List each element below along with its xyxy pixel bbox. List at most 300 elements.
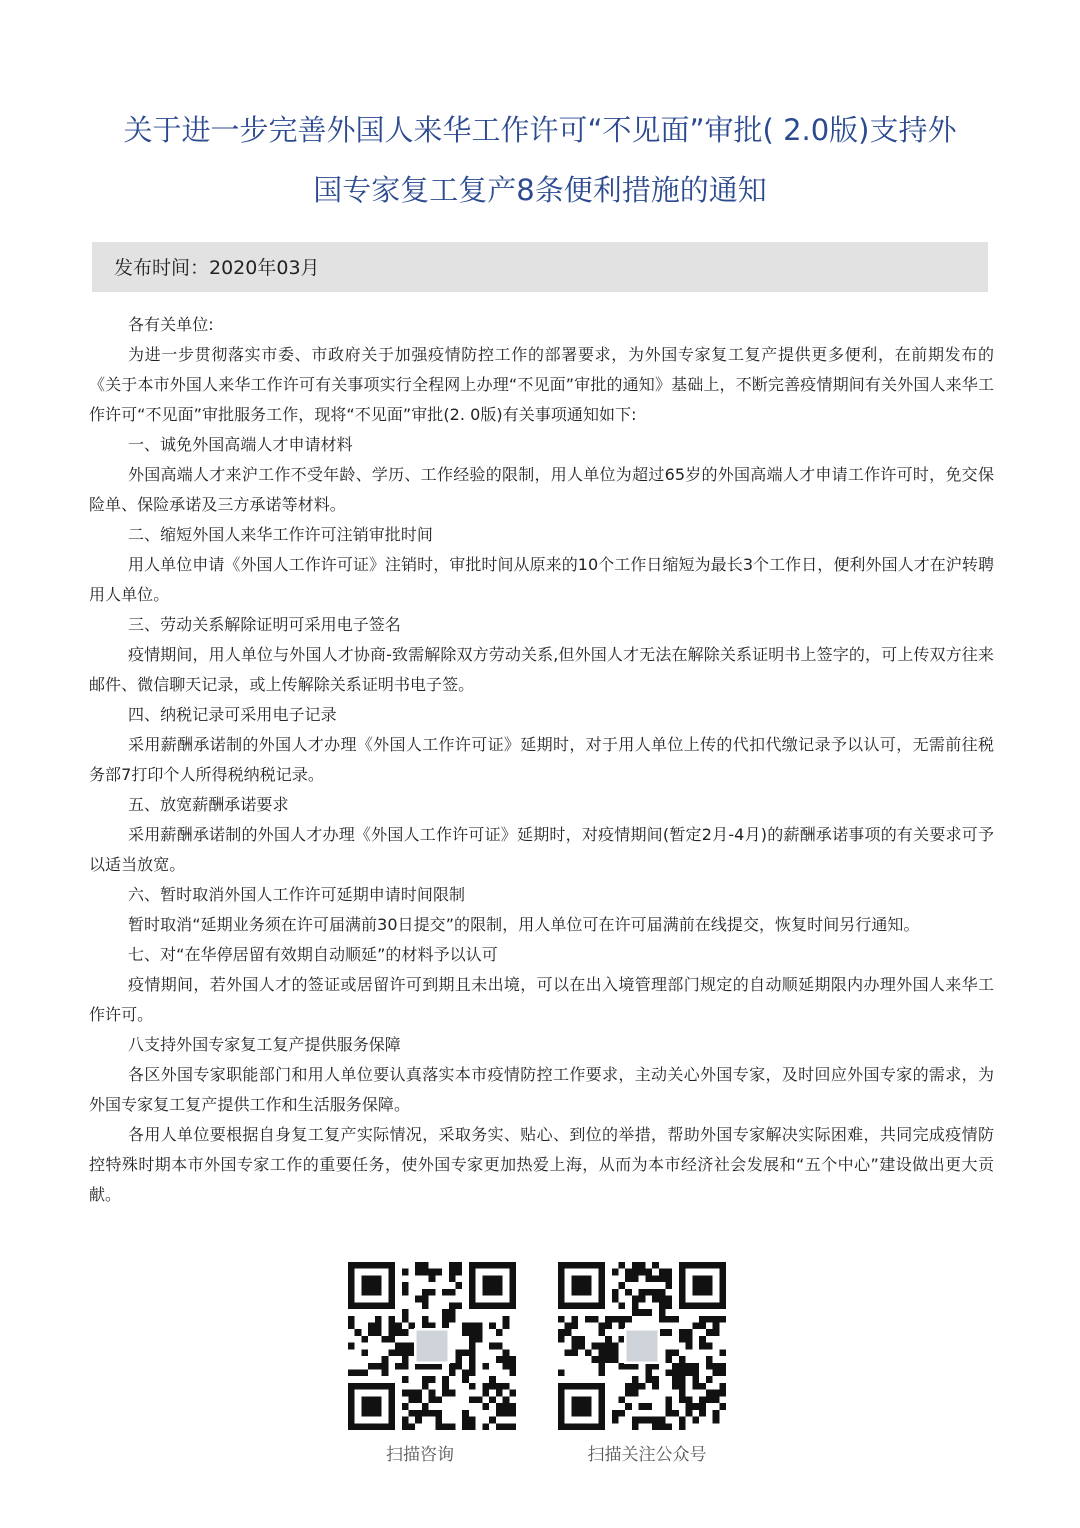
qr-module [666,1282,673,1289]
qr-module [429,1390,436,1397]
qr-module [672,1349,679,1356]
qr-module [496,1329,503,1336]
qr-module [509,1356,516,1363]
qr-module [713,1322,720,1329]
qr-module [348,1370,355,1377]
qr-finder [361,1275,381,1295]
qr-module [645,1275,652,1282]
section-text-5: 采用薪酬承诺制的外国人才办理《外国人工作许可证》延期时，对疫情期间(暂定2月-4月)的薪酬承诺事项的有关要求可予以适当放宽。 [89,825,994,874]
qr-module [645,1417,652,1424]
qr-module [509,1403,516,1410]
qr-module [625,1383,632,1390]
qr-module [672,1370,679,1377]
qr-module [442,1309,449,1316]
qr-module [659,1289,666,1296]
qr-module [706,1316,713,1323]
qr-module [415,1410,422,1417]
qr-module [449,1289,456,1296]
qr-module [659,1275,666,1282]
qr-module [355,1370,362,1377]
qr-module [395,1329,402,1336]
qr-module [496,1390,503,1397]
qr-module [625,1390,632,1397]
qr-module [489,1343,496,1350]
qr-module [456,1349,463,1356]
qr-module [571,1316,578,1323]
qr-module [503,1349,510,1356]
qr-module [368,1329,375,1336]
qr-module [585,1349,592,1356]
qr-code-icon [558,1262,726,1430]
qr-module [632,1417,639,1424]
qr-module [422,1410,429,1417]
qr-module [449,1423,456,1430]
qr-module [442,1423,449,1430]
qr-module [692,1322,699,1329]
section-text-8: 各区外国专家职能部门和用人单位要认真落实本市疫情防控工作要求，主动关心外国专家，及时回应外国专家的需求，为外国专家复工复产提供工作和生活服务保障。 [89,1065,994,1114]
qr-module [645,1269,652,1276]
qr-module [496,1383,503,1390]
qr-module [652,1383,659,1390]
qr-module [429,1289,436,1296]
qr-module [632,1309,639,1316]
section-heading-1: 一、诚免外国高端人才申请材料 [128,435,353,454]
qr-module [429,1269,436,1276]
qr-module [408,1390,415,1397]
qr-module [375,1316,382,1323]
qr-module [422,1376,429,1383]
qr-module [612,1349,619,1356]
qr-module [612,1289,619,1296]
qr-module [435,1269,442,1276]
qr-module [402,1363,409,1370]
qr-module [692,1417,699,1424]
qr-module [706,1329,713,1336]
qr-module [462,1329,469,1336]
qr-module [652,1423,659,1430]
qr-module [632,1383,639,1390]
qr-label-consult: 扫描咨询 [386,1445,454,1465]
title-line-1: 关于进一步完善外国人来华工作许可“不见面”审批( 2.0版)支持外 [123,113,957,147]
qr-module [388,1349,395,1356]
qr-module [666,1356,673,1363]
qr-module [659,1309,666,1316]
qr-module [382,1336,389,1343]
qr-module [666,1296,673,1303]
qr-module [598,1370,605,1377]
page-title [60,100,1020,220]
qr-module [422,1262,429,1269]
qr-module [679,1376,686,1383]
qr-module [469,1356,476,1363]
qr-module [348,1316,355,1323]
qr-module [598,1343,605,1350]
qr-code-icon [348,1262,516,1430]
qr-module [639,1289,646,1296]
qr-module [639,1296,646,1303]
publish-date: 发布时间：2020年03月 [92,242,988,292]
qr-module [402,1309,409,1316]
qr-module [571,1343,578,1350]
qr-module [503,1322,510,1329]
qr-module [348,1322,355,1329]
section-text-6: 暂时取消“延期业务须在许可届满前30日提交”的限制，用人单位可在许可届满前在线提交，恢复时间另行通知。 [128,915,920,934]
qr-module [666,1316,673,1323]
qr-module [415,1396,422,1403]
qr-module [578,1343,585,1350]
section-text-2: 用人单位申请《外国人工作许可证》注销时，审批时间从原来的10个工作日缩短为最长3个工作日，便利外国人才在沪转聘用人单位。 [89,555,994,604]
qr-module [422,1403,429,1410]
qr-module [388,1322,395,1329]
qr-module [692,1376,699,1383]
qr-module [598,1356,605,1363]
qr-module [509,1363,516,1370]
intro-paragraph: 为进一步贯彻落实市委、市政府关于加强疫情防控工作的部署要求，为外国专家复工复产提供更多便利，在前期发布的《关于本市外国人来华工作许可有关事项实行全程网上办理“不见面”审批的通知》基础上，不断完善疫情期间有关外国人来华工作许可“不见面”审批服务工作，现将“不见面”审批(2. 0版)有关事项通知如下: [89,345,994,424]
qr-module [449,1309,456,1316]
qr-module [713,1370,720,1377]
qr-module [382,1363,389,1370]
section-heading-2: 二、缩短外国人来华工作许可注销审批时间 [128,525,433,544]
qr-module [686,1336,693,1343]
qr-module [686,1329,693,1336]
qr-module [456,1363,463,1370]
qr-module [719,1370,726,1377]
qr-module [496,1423,503,1430]
qr-module [692,1370,699,1377]
qr-module [469,1329,476,1336]
qr-module [672,1383,679,1390]
section-heading-4: 四、纳税记录可采用电子记录 [128,705,337,724]
qr-module [699,1410,706,1417]
qr-module [408,1423,415,1430]
qr-module [625,1289,632,1296]
qr-module [713,1417,720,1424]
qr-module [639,1309,646,1316]
qr-module [429,1275,436,1282]
qr-module [612,1269,619,1276]
section-text-7: 疫情期间，若外国人才的签证或居留许可到期且未出境，可以在出入境管理部门规定的自动顺延期限内办理外国人来华工作许可。 [89,975,994,1024]
qr-module [402,1269,409,1276]
qr-module [361,1336,368,1343]
qr-module [592,1316,599,1323]
qr-module [476,1336,483,1343]
qr-module [632,1376,639,1383]
qr-finder [361,1396,381,1416]
qr-module [706,1363,713,1370]
qr-module [489,1383,496,1390]
qr-module [415,1390,422,1397]
qr-module [625,1275,632,1282]
qr-module [462,1322,469,1329]
qr-module [456,1269,463,1276]
qr-module [666,1275,673,1282]
qr-module [489,1396,496,1403]
qr-module [652,1262,659,1269]
qr-module [415,1269,422,1276]
qr-module [469,1322,476,1329]
qr-module [509,1423,516,1430]
qr-module [598,1363,605,1370]
qr-module [719,1390,726,1397]
qr-module [395,1343,402,1350]
qr-module [509,1370,516,1377]
qr-module [679,1356,686,1363]
qr-module [462,1417,469,1424]
qr-module [449,1262,456,1269]
qr-module [503,1316,510,1323]
qr-module [415,1262,422,1269]
qr-module [592,1343,599,1350]
qr-module [625,1269,632,1276]
qr-module [618,1410,625,1417]
qr-module [679,1363,686,1370]
qr-module [666,1410,673,1417]
qr-module [672,1316,679,1323]
qr-module [503,1396,510,1403]
qr-module [503,1410,510,1417]
qr-module [692,1383,699,1390]
qr-module [402,1316,409,1323]
qr-module [449,1316,456,1323]
qr-module [706,1396,713,1403]
qr-module [462,1410,469,1417]
qr-module [402,1349,409,1356]
qr-module [565,1329,572,1336]
qr-code-consult [348,1262,516,1430]
qr-module [422,1296,429,1303]
qr-module [612,1316,619,1323]
qr-module [571,1336,578,1343]
qr-label-follow: 扫描关注公众号 [587,1445,707,1465]
qr-module [719,1349,726,1356]
qr-module [639,1262,646,1269]
qr-module [699,1383,706,1390]
qr-module [449,1269,456,1276]
qr-module [348,1343,355,1350]
qr-module [456,1356,463,1363]
qr-module [476,1329,483,1336]
qr-module [442,1316,449,1323]
qr-module [368,1322,375,1329]
title-line-2: 国专家复工复产8条便利措施的通知 [313,173,767,207]
qr-module [571,1349,578,1356]
qr-module [415,1417,422,1424]
qr-module [482,1390,489,1397]
qr-module [679,1370,686,1377]
qr-module [462,1423,469,1430]
qr-module [503,1403,510,1410]
qr-module [429,1410,436,1417]
qr-module [368,1363,375,1370]
qr-module [435,1423,442,1430]
qr-module [482,1403,489,1410]
qr-module [679,1423,686,1430]
qr-module [719,1383,726,1390]
qr-module [645,1376,652,1383]
qr-module [618,1262,625,1269]
salutation: 各有关单位: [128,315,214,334]
qr-module [469,1343,476,1350]
qr-module [692,1363,699,1370]
qr-module [558,1316,565,1323]
qr-module [565,1322,572,1329]
qr-module [632,1269,639,1276]
qr-module [496,1356,503,1363]
qr-module [686,1410,693,1417]
qr-module [645,1370,652,1377]
qr-module [355,1329,362,1336]
qr-module [503,1363,510,1370]
qr-module [612,1410,619,1417]
qr-module [645,1403,652,1410]
qr-module [422,1316,429,1323]
qr-module [382,1370,389,1377]
qr-module [578,1336,585,1343]
qr-module [422,1269,429,1276]
qr-module [382,1356,389,1363]
qr-module [449,1370,456,1377]
qr-module [469,1363,476,1370]
qr-module [422,1383,429,1390]
qr-module [435,1396,442,1403]
qr-module [462,1370,469,1377]
qr-module [462,1376,469,1383]
qr-module [469,1396,476,1403]
qr-module [632,1390,639,1397]
qr-module [388,1316,395,1323]
qr-module [719,1363,726,1370]
qr-module [408,1396,415,1403]
qr-module [456,1262,463,1269]
qr-module [558,1370,565,1377]
qr-module [503,1383,510,1390]
qr-module [618,1302,625,1309]
qr-module [713,1316,720,1323]
qr-module [672,1410,679,1417]
qr-module [598,1349,605,1356]
qr-module [388,1329,395,1336]
qr-module [422,1302,429,1309]
qr-finder [571,1396,591,1416]
qr-module [679,1383,686,1390]
qr-module [639,1417,646,1424]
qr-module [408,1410,415,1417]
qr-module [699,1396,706,1403]
qr-module [558,1329,565,1336]
qr-module [686,1403,693,1410]
qr-module [503,1423,510,1430]
qr-module [618,1396,625,1403]
qr-module [713,1363,720,1370]
qr-module [496,1410,503,1417]
qr-module [625,1316,632,1323]
qr-module [449,1275,456,1282]
qr-module [571,1322,578,1329]
qr-module [686,1363,693,1370]
qr-module [429,1376,436,1383]
qr-module [666,1403,673,1410]
qr-module [361,1370,368,1377]
qr-module [449,1302,456,1309]
qr-module [713,1396,720,1403]
qr-module [679,1396,686,1403]
qr-module [699,1403,706,1410]
qr-module [686,1343,693,1350]
qr-module [402,1289,409,1296]
section-text-4: 采用薪酬承诺制的外国人才办理《外国人工作许可证》延期时，对于用人单位上传的代扣代缴记录予以认可，无需前往税务部7打印个人所得税纳税记录。 [89,735,994,784]
qr-module [509,1410,516,1417]
qr-module [706,1390,713,1397]
qr-module [645,1289,652,1296]
qr-module [456,1302,463,1309]
qr-module [645,1309,652,1316]
qr-module [375,1322,382,1329]
qr-module [402,1329,409,1336]
qr-module [402,1356,409,1363]
qr-module [632,1296,639,1303]
qr-module [605,1336,612,1343]
qr-center-logo [415,1329,449,1363]
qr-module [402,1343,409,1350]
qr-module [666,1329,673,1336]
section-heading-7: 七、对“在华停居留有效期自动顺延”的材料予以认可 [128,945,498,964]
qr-module [469,1336,476,1343]
qr-module [632,1262,639,1269]
qr-finder [692,1275,712,1295]
qr-module [402,1376,409,1383]
qr-module [652,1275,659,1282]
qr-finder [482,1275,502,1295]
qr-module [652,1296,659,1303]
qr-code-follow [558,1262,726,1430]
qr-module [699,1316,706,1323]
qr-module [618,1282,625,1289]
qr-module [706,1343,713,1350]
qr-module [713,1329,720,1336]
qr-module [692,1403,699,1410]
qr-module [585,1316,592,1323]
qr-module [456,1282,463,1289]
qr-module [462,1349,469,1356]
qr-module [503,1356,510,1363]
qr-module [612,1417,619,1424]
qr-module [509,1390,516,1397]
qr-module [652,1417,659,1424]
qr-module [605,1343,612,1350]
qr-module [442,1376,449,1383]
qr-module [388,1336,395,1343]
qr-module [482,1363,489,1370]
qr-finder [571,1275,591,1295]
qr-module [612,1356,619,1363]
qr-module [699,1343,706,1350]
qr-module [618,1316,625,1323]
qr-module [639,1383,646,1390]
qr-module [435,1410,442,1417]
qr-center-logo [625,1329,659,1363]
qr-module [415,1296,422,1303]
qr-module [666,1396,673,1403]
qr-module [639,1269,646,1276]
qr-module [469,1383,476,1390]
qr-module [469,1349,476,1356]
qr-module [489,1376,496,1383]
qr-module [699,1322,706,1329]
qr-module [442,1289,449,1296]
qr-module [632,1302,639,1309]
closing-paragraph: 各用人单位要根据自身复工复产实际情况，采取务实、贴心、到位的举措，帮助外国专家解决实际困难，共同完成疫情防控特殊时期本市外国专家工作的重要任务，使外国专家更加热爱上海，从而为本市经济社会发展和“五个中心”建设做出更大贡献。 [89,1125,994,1204]
qr-module [395,1322,402,1329]
